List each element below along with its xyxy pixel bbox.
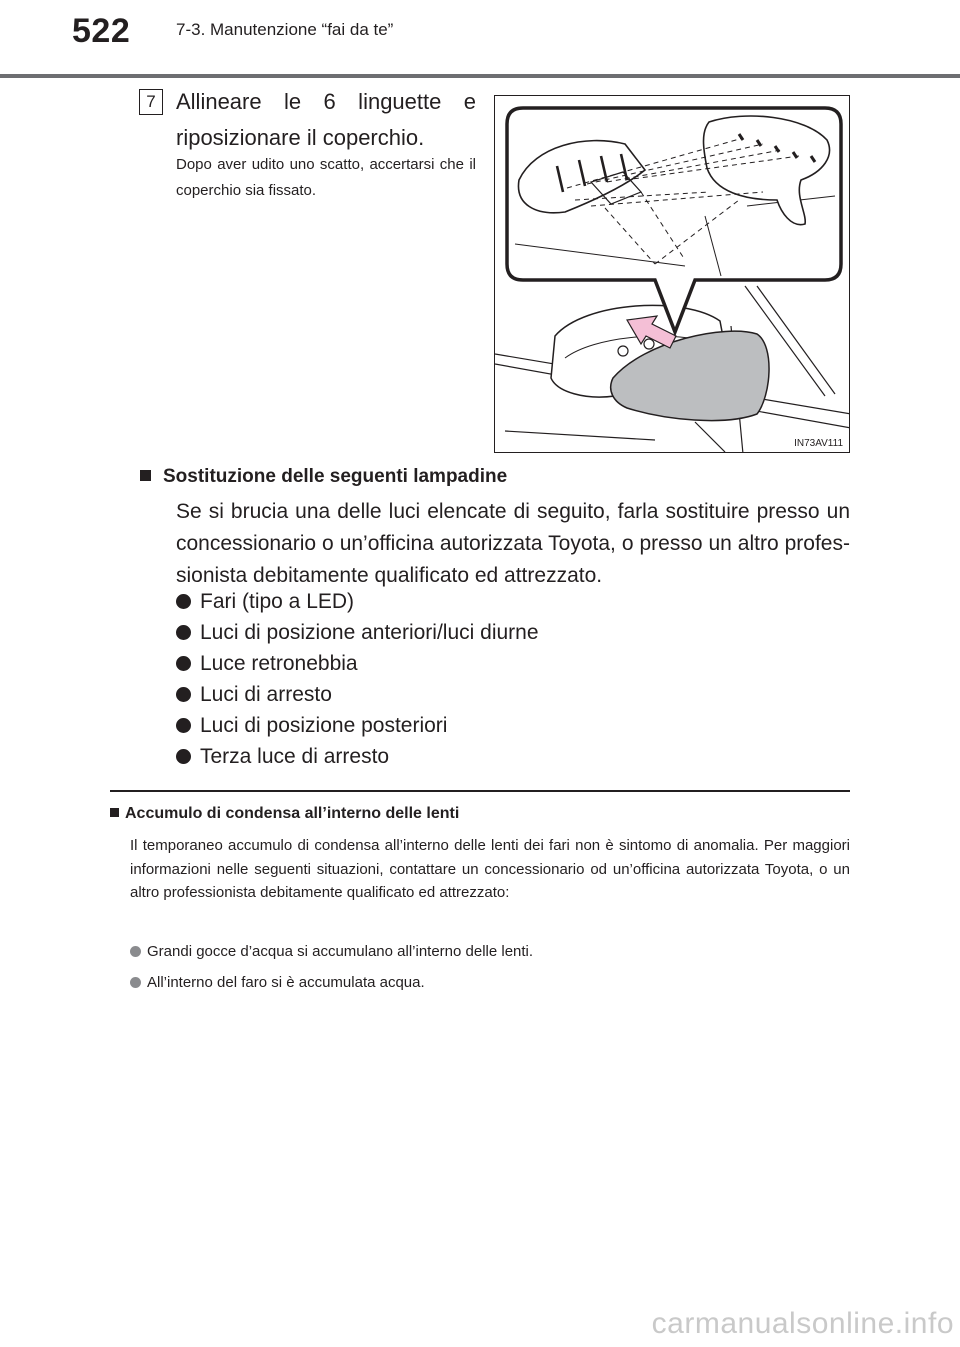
list-item: Luci di posizione anteriori/luci diurne — [176, 617, 539, 648]
bullet-icon — [176, 656, 191, 671]
step-number-box: 7 — [139, 89, 163, 115]
replacement-heading-text: Sostituzione delle seguenti lampadine — [163, 466, 508, 487]
bullet-icon — [176, 718, 191, 733]
note-heading — [110, 805, 459, 823]
bullet-icon — [130, 977, 141, 988]
page-header — [0, 0, 960, 80]
figure-code: IN73AV111 — [794, 438, 843, 449]
bullet-icon — [176, 749, 191, 764]
square-bullet-icon — [140, 470, 151, 481]
watermark: carmanualsonline.info — [651, 1307, 954, 1340]
list-item: Grandi gocce d’acqua si accumulano all’interno delle lenti. — [130, 936, 533, 967]
bulb-list — [176, 586, 539, 772]
bullet-icon — [176, 594, 191, 609]
bullet-icon — [176, 687, 191, 702]
bullet-icon — [130, 946, 141, 957]
list-item: Luce retronebbia — [176, 648, 539, 679]
square-bullet-icon — [110, 808, 119, 817]
replacement-heading — [140, 466, 507, 488]
note-paragraph: Il temporaneo accumulo di condensa all’interno delle lenti dei fari non è sintomo di anomalia. Per maggiori informazioni nelle seguenti situazioni, contattare un concessionario od un’officina autorizzata Toyota, o un altro professionista debitamente qualificato ed attrezzato: — [130, 837, 850, 901]
list-item: Luci di posizione posteriori — [176, 710, 539, 741]
page-number: 522 — [72, 12, 131, 50]
step-note: Dopo aver udito uno scatto, accertarsi che il coperchio sia fissato. — [176, 156, 476, 199]
list-item: Luci di arresto — [176, 679, 539, 710]
note-divider — [110, 790, 850, 792]
replacement-paragraph: Se si brucia una delle luci elencate di seguito, farla sostituire presso un concessionario o un’officina autorizzata Toyota, o presso un altro professionista debitamente qualificato ed attrezzato. — [176, 500, 850, 587]
step-instruction: Allineare le 6 linguette e riposizionare il coperchio. — [176, 89, 476, 150]
note-heading-text: Accumulo di condensa all’interno delle lenti — [125, 805, 460, 822]
list-item: All’interno del faro si è accumulata acqua. — [130, 967, 533, 998]
header-rule — [0, 74, 960, 78]
list-item: Fari (tipo a LED) — [176, 586, 539, 617]
section-title: 7-3. Manutenzione “fai da te” — [176, 20, 394, 39]
mirror-cover-illustration — [494, 95, 850, 453]
list-item: Terza luce di arresto — [176, 741, 539, 772]
mirror-cover-drawing — [495, 96, 850, 453]
note-list — [130, 936, 533, 998]
bullet-icon — [176, 625, 191, 640]
